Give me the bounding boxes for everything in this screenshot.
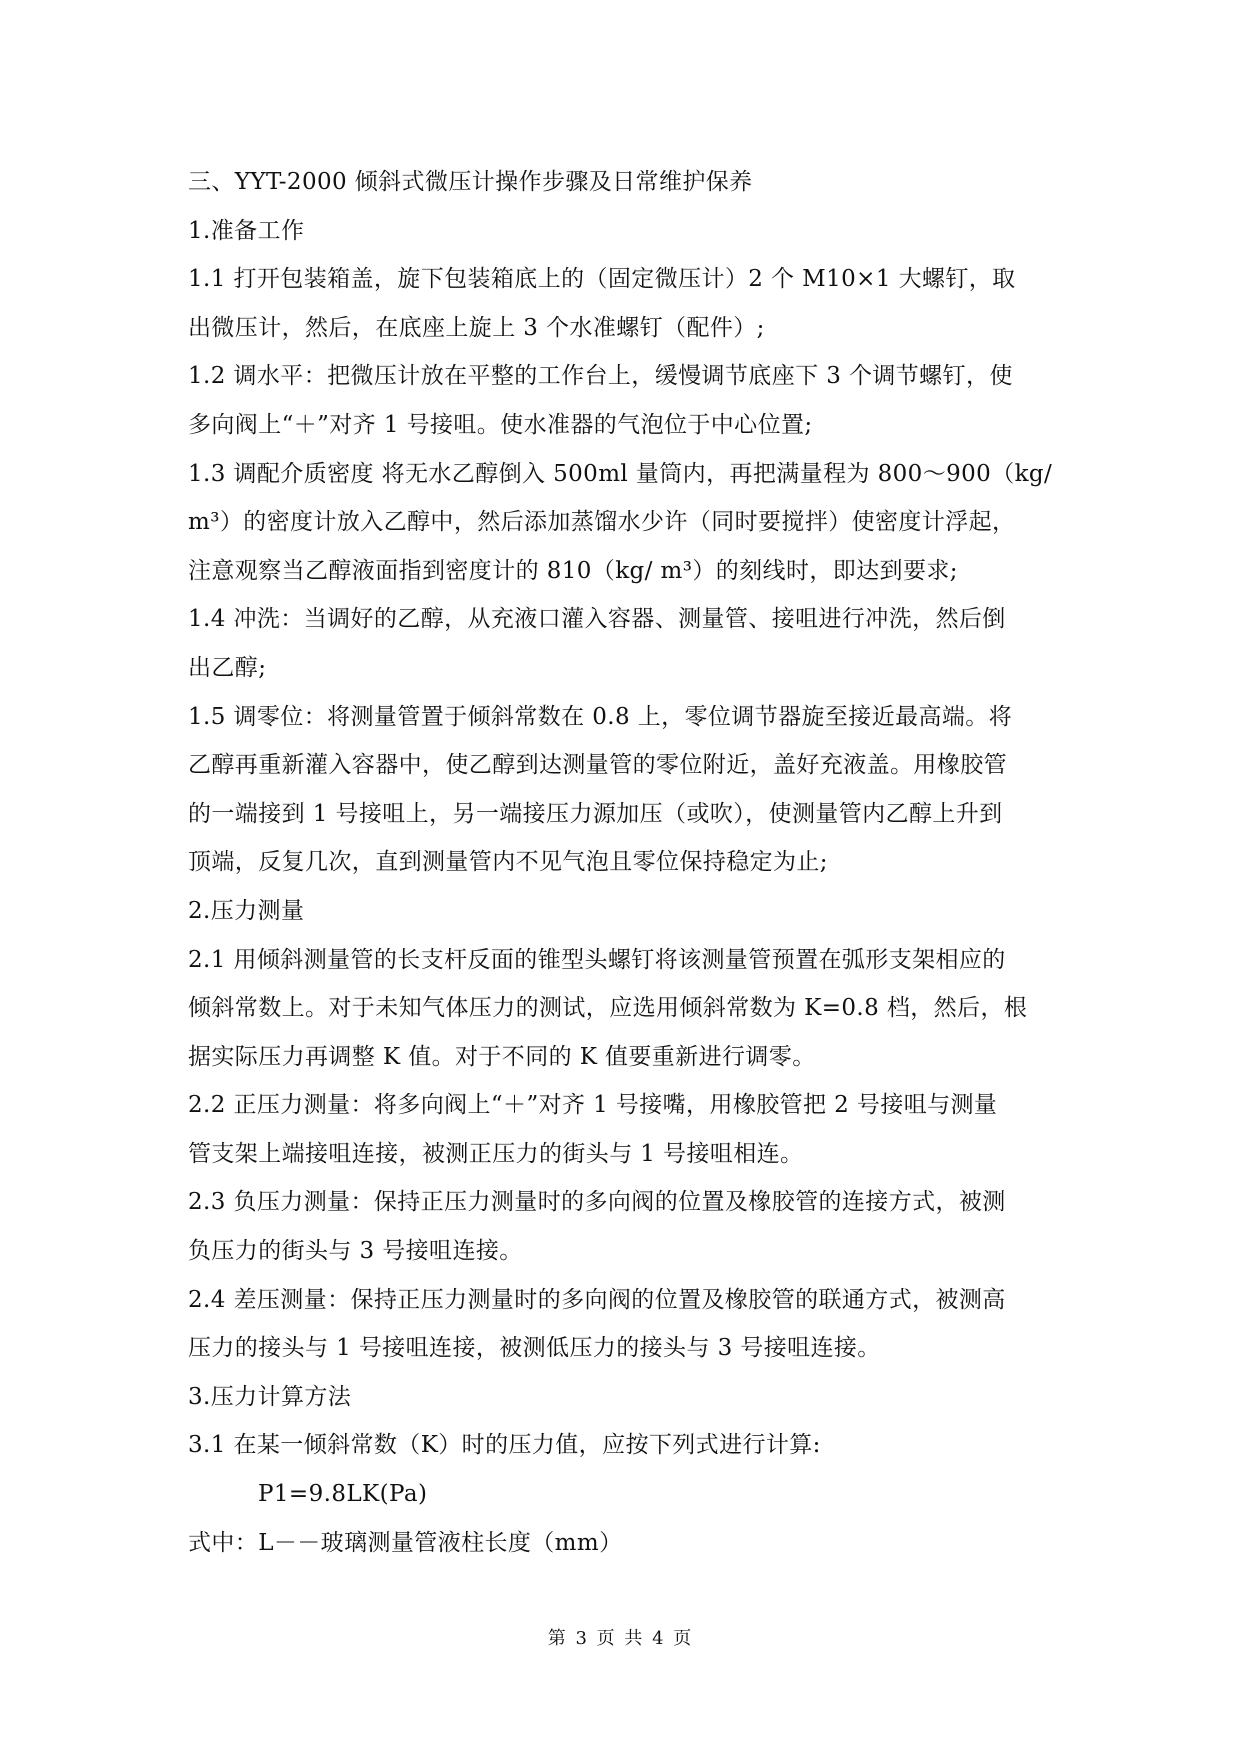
paragraph-line: 1.2 调水平：把微压计放在平整的工作台上，缓慢调节底座下 3 个调节螺钉，使: [188, 363, 1013, 390]
paragraph-line: 2.2 正压力测量：将多向阀上“＋”对齐 1 号接嘴，用橡胶管把 2 号接咀与测量: [188, 1092, 998, 1119]
page-footer: 第 3 页 共 4 页: [547, 1628, 694, 1649]
document-body: [188, 158, 1058, 1567]
paragraph-line: 3.1 在某一倾斜常数（K）时的压力值，应按下列式进行计算:: [188, 1432, 821, 1459]
paragraph-line: 顶端，反复几次，直到测量管内不见气泡且零位保持稳定为止;: [188, 849, 828, 876]
subheading-pressure-measurement: 2.压力测量: [188, 897, 305, 924]
paragraph-line: 压力的接头与 1 号接咀连接，被测低压力的接头与 3 号接咀连接。: [188, 1335, 881, 1362]
subheading-pressure-calculation: 3.压力计算方法: [188, 1383, 352, 1410]
paragraph-line: 多向阀上“＋”对齐 1 号接咀。使水准器的气泡位于中心位置;: [188, 411, 813, 438]
paragraph-line: 据实际压力再调整 K 值。对于不同的 K 值要重新进行调零。: [188, 1043, 816, 1070]
paragraph-line: 负压力的街头与 3 号接咀连接。: [188, 1238, 523, 1265]
paragraph-line: m³）的密度计放入乙醇中，然后添加蒸馏水少许（同时要搅拌）使密度计浮起，: [188, 509, 1016, 536]
paragraph-line: 1.4 冲洗：当调好的乙醇，从充液口灌入容器、测量管、接咀进行冲洗，然后倒: [188, 606, 1006, 633]
paragraph-line: 2.1 用倾斜测量管的长支杆反面的锥型头螺钉将该测量管预置在弧形支架相应的: [188, 946, 1006, 973]
paragraph-line: 1.3 调配介质密度 将无水乙醇倒入 500ml 量筒内，再把满量程为 800～900（kg/: [188, 460, 1053, 487]
paragraph-line: 倾斜常数上。对于未知气体压力的测试，应选用倾斜常数为 K=0.8 档，然后，根: [188, 995, 1028, 1022]
paragraph-line: 的一端接到 1 号接咀上，另一端接压力源加压（或吹），使测量管内乙醇上升到: [188, 800, 1003, 827]
paragraph-line: 出乙醇;: [188, 654, 267, 681]
paragraph-line: 管支架上端接咀连接，被测正压力的街头与 1 号接咀相连。: [188, 1140, 804, 1167]
section-heading: 三、YYT-2000 倾斜式微压计操作步骤及日常维护保养: [188, 169, 753, 195]
formula-legend: 式中：L－－玻璃测量管液柱长度（mm）: [188, 1529, 623, 1556]
paragraph-line: 1.5 调零位：将测量管置于倾斜常数在 0.8 上，零位调节器旋至接近最高端。将: [188, 703, 1013, 730]
paragraph-line: 出微压计，然后，在底座上旋上 3 个水准螺钉（配件）;: [188, 314, 765, 341]
formula: P1=9.8LK(Pa): [258, 1481, 428, 1508]
paragraph-line: 2.4 差压测量：保持正压力测量时的多向阀的位置及橡胶管的联通方式，被测高: [188, 1286, 1006, 1313]
paragraph-line: 2.3 负压力测量：保持正压力测量时的多向阀的位置及橡胶管的连接方式，被测: [188, 1189, 1006, 1216]
subheading-preparation: 1.准备工作: [188, 217, 305, 244]
paragraph-line: 注意观察当乙醇液面指到密度计的 810（kg/ m³）的刻线时，即达到要求;: [188, 557, 958, 584]
paragraph-line: 乙醇再重新灌入容器中，使乙醇到达测量管的零位附近，盖好充液盖。用橡胶管: [188, 752, 1007, 779]
paragraph-line: 1.1 打开包装箱盖，旋下包装箱底上的（固定微压计）2 个 M10×1 大螺钉，取: [188, 266, 1016, 293]
